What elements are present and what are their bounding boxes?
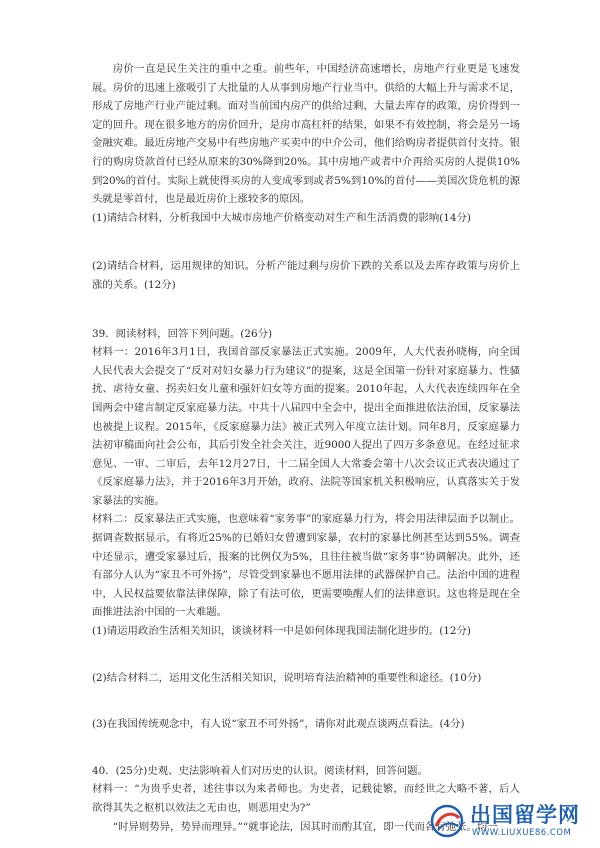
question-40-material-1-continued: “时异则势异，势异而理异。”“就事论法，因其时而酌其宜，即一代而各有弛张。均一 xyxy=(112,820,498,833)
intro-paragraph: 房价一直是民生关注的重中之重。前些年，中国经济高速增长，房地产行业更是飞速发展。房价的迅速上涨吸引了大批量的人从事到房地产行业当中。供给的大幅上升与需求不足，形成了房地产行业产能过剩。面对当前国内房产的供给过剩，大量去库存的政策，房价得到一定的回升。现在很多地方的房价回升，是房市高杠杆的结果，如果不有效控制，将会是另一场金融灾难。最近房地产交易中有些房地产买卖中的中介公司，他们给购房者提供首付支持。银行的购房贷款首付已经从原来的30%降到20%。其中房地产或者中介再给买房的人提供10%到20%的首付。实际上就使得买房的人变成零到或者5%到10%的首付——美国次贷危机的源头就是零首付，也是最近房价上涨较多的原因。 xyxy=(92,63,520,206)
question-39-sub-1: (1)请运用政治生活相关知识，谈谈材料一中是如何体现我国法制化进步的。(12分) xyxy=(92,625,471,638)
document-page xyxy=(92,60,520,836)
question-39-material-1: 材料一：2016年3月1日，我国首部反家暴法正式实施。2009年，人大代表孙晓梅，向全国人民代表大会提交了“反对对妇女暴力行为建议”的提案，这是全国第一份针对家庭暴力、性骚扰、虐待女童、拐卖妇女儿童和强奸妇女等方面的提案。2010年起，人大代表连续四年在全国两会中建言制定反家庭暴力法。中共十八届四中全会中，提出全面推进依法治国，反家暴法也被提上议程。2015年，《反家庭暴力法》被正式列入年度立法计划。同年8月，反家庭暴力法初审稿面向社会公布，其后引发全社会关注，近9000人提出了四万多条意见。在经过征求意见、一审、二审后，去年12月27日，十二届全国人大常委会第十八次会议正式表决通过了《反家庭暴力法》，并于2016年3月开始，政府、法院等国家机关积极响应，认真落实关于发家暴法的实施。 xyxy=(92,346,520,507)
globe-logo-icon xyxy=(430,804,464,838)
watermark-title: 出国留学网 xyxy=(470,803,580,827)
watermark-url: WWW.LIUXUE86.COM xyxy=(472,828,572,838)
question-40-header: 40．(25分)史观、史法影响着人们对历史的认识。阅读材料，回答问题。 xyxy=(92,764,428,777)
question-40-material-1: 材料一：“为贵乎史者，述往事以为来者师也。为史者，记载徒繁，而经世之大略不著，后人欲得其失之枢机以效法之无由也，则恶用史为?” xyxy=(92,783,520,814)
intro-question-2: (2)请结合材料，运用规律的知识。分析产能过剩与房价下跌的关系以及去库存政策与房价上涨的关系。(12分) xyxy=(92,260,520,291)
question-39-sub-3: (3)在我国传统观念中，有人说“家丑不可外扬”，请你对此观点谈两点看法。(4分) xyxy=(92,718,465,731)
question-39-header: 39．阅读材料，回答下列问题。(26分) xyxy=(92,327,273,340)
question-39-sub-2: (2)结合材料二，运用文化生活相关知识，说明培育法治精神的重要性和途径。(10分) xyxy=(92,671,482,684)
question-39-material-2: 材料二：反家暴法正式实施，也意味着“家务事”的家庭暴力行为，将会用法律层面予以制止。据调查数据显示，有将近25%的已婚妇女曾遭到家暴，农村的家暴比例甚至达到55%。调查中还显示，遭受家暴过后，报案的比例仅为5%，且往往被当做“家务事”协调解决。此外，还有部分人认为“家丑不可外扬”，尽管受到家暴也不愿用法律的武器保护自己。法治中国的进程中，人民权益要依靠法律保障，除了有法可依，更需要唤醒人们的法律意识。这也将是现在全面推进法治中国的一大难题。 xyxy=(92,513,520,619)
site-watermark xyxy=(430,800,590,844)
intro-question-1: (1)请结合材料，分析我国中大城市房地产价格变动对生产和生活消费的影响(14分) xyxy=(92,211,471,224)
